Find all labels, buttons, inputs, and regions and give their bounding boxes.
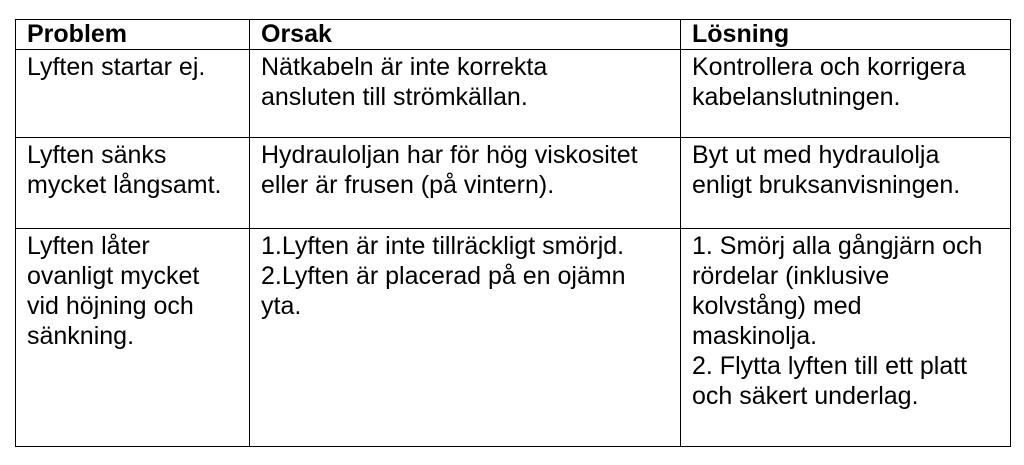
losning-text: kolvstång) med (692, 292, 862, 320)
problem-cell (16, 50, 250, 138)
problem-text: vid höjning och (27, 292, 194, 320)
table-row (16, 229, 1011, 447)
troubleshooting-table (15, 19, 1011, 447)
orsak-cell (250, 229, 681, 447)
losning-text: Kontrollera och korrigera (692, 53, 966, 81)
orsak-text: eller är frusen (på vintern). (261, 171, 555, 199)
orsak-text: 2.Lyften är placerad på en ojämn (261, 262, 626, 290)
problem-text: sänkning. (27, 322, 135, 350)
problem-text: Lyften sänks (27, 141, 167, 169)
table-row (16, 50, 1011, 138)
header-orsak: Orsak (250, 20, 681, 50)
problem-cell (16, 229, 250, 447)
orsak-cell (250, 50, 681, 138)
problem-text: Lyften låter (27, 232, 150, 260)
problem-text: ovanligt mycket (27, 262, 200, 290)
losning-text: rördelar (inklusive (692, 262, 890, 290)
header-problem: Problem (16, 20, 250, 50)
losning-text: 2. Flytta lyften till ett platt (692, 352, 968, 380)
losning-cell (681, 50, 1011, 138)
table-row (16, 138, 1011, 229)
header-row (16, 20, 1011, 50)
orsak-text: 1.Lyften är inte tillräckligt smörjd. (261, 232, 625, 260)
orsak-text: yta. (261, 292, 302, 320)
losning-text: Byt ut med hydraulolja (692, 141, 940, 169)
losning-text: kabelanslutningen. (692, 83, 901, 111)
problem-text: mycket långsamt. (27, 171, 222, 199)
losning-text: enligt bruksanvisningen. (692, 171, 961, 199)
problem-cell (16, 138, 250, 229)
losning-text: och säkert underlag. (692, 382, 919, 410)
losning-text: 1. Smörj alla gångjärn och (692, 232, 983, 260)
losning-cell (681, 138, 1011, 229)
orsak-text: Nätkabeln är inte korrekta (261, 53, 548, 81)
losning-cell (681, 229, 1011, 447)
losning-text: maskinolja. (692, 322, 818, 350)
orsak-text: ansluten till strömkällan. (261, 83, 528, 111)
orsak-cell (250, 138, 681, 229)
problem-text: Lyften startar ej. (27, 53, 206, 81)
orsak-text: Hydrauloljan har för hög viskositet (261, 141, 638, 169)
header-losning: Lösning (681, 20, 1011, 50)
